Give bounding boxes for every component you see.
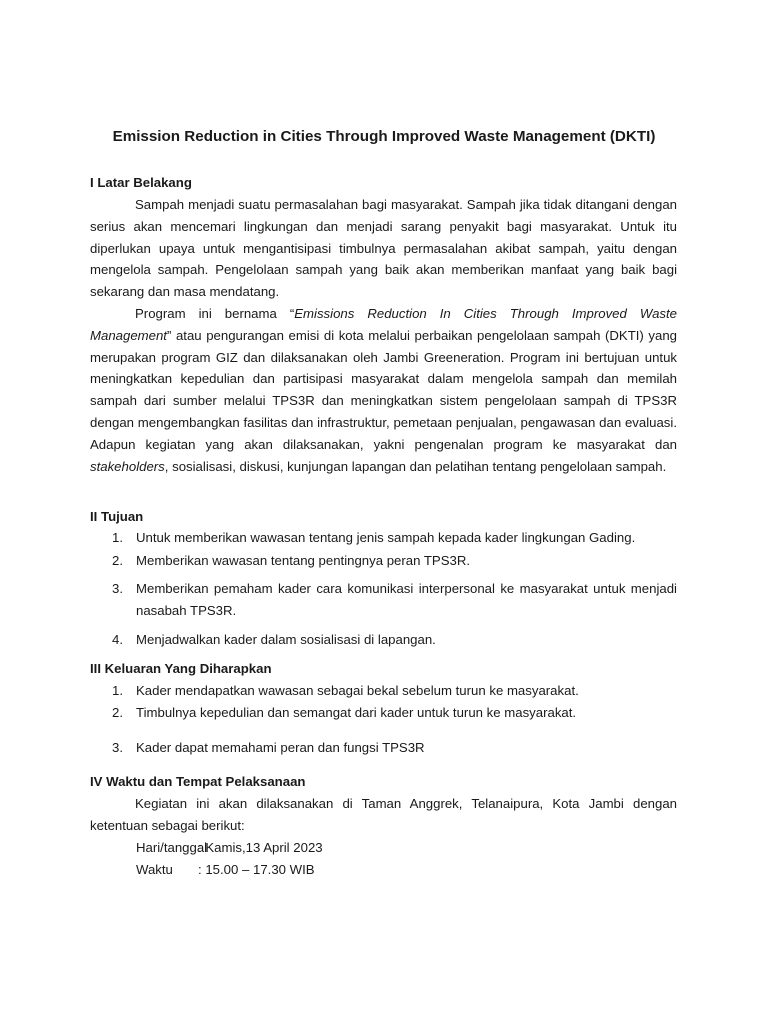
list-number: 2. xyxy=(112,553,123,568)
section-heading-waktu-tempat: IV Waktu dan Tempat Pelaksanaan xyxy=(90,774,306,789)
list-item xyxy=(90,680,677,702)
list-item-text: Menjadwalkan kader dalam sosialisasi di lapangan. xyxy=(136,632,436,647)
schedule-row-date xyxy=(136,837,323,859)
list-item xyxy=(90,629,677,651)
list-number: 1. xyxy=(112,530,123,545)
list-item xyxy=(90,702,677,724)
paragraph-pelaksanaan: Kegiatan ini akan dilaksanakan di Taman Anggrek, Telanaipura, Kota Jambi dengan ketentuan sebagai berikut: xyxy=(90,796,677,833)
list-number: 4. xyxy=(112,632,123,647)
list-item xyxy=(90,737,677,759)
list-item-text: Kader dapat memahami peran dan fungsi TPS3R xyxy=(136,740,425,755)
list-item-text: Memberikan pemaham kader cara komunikasi interpersonal ke masyarakat untuk menjadi nasabah TPS3R. xyxy=(136,581,677,618)
paragraph-program xyxy=(90,303,677,477)
list-number: 2. xyxy=(112,705,123,720)
list-item-text: Kader mendapatkan wawasan sebagai bekal sebelum turun ke masyarakat. xyxy=(136,683,579,698)
list-item xyxy=(90,578,677,622)
section-heading-keluaran: III Keluaran Yang Diharapkan xyxy=(90,661,272,676)
section-heading-latar-belakang: I Latar Belakang xyxy=(90,175,192,190)
list-item xyxy=(90,527,677,549)
list-item-text: Untuk memberikan wawasan tentang jenis sampah kepada kader lingkungan Gading. xyxy=(136,530,636,545)
section-heading-tujuan: II Tujuan xyxy=(90,509,144,524)
schedule-label: Hari/tanggal xyxy=(136,840,208,855)
stakeholders-italic: stakeholders xyxy=(90,458,165,474)
list-item xyxy=(90,550,677,572)
paragraph-latar-belakang: Sampah menjadi suatu permasalahan bagi masyarakat. Sampah jika tidak ditangani dengan serius akan mencemari lingkungan dan menjadi sarang penyakit bagi masyarakat. Untuk itu diperlukan upaya untuk mengantisipasi timbulnya permasalahan akibat sampah, yaitu dengan mengelola sampah. Pengelolaan sampah yang baik akan memberikan manfaat yang baik bagi sekarang dan masa mendatang. xyxy=(90,197,677,300)
list-number: 3. xyxy=(112,581,123,596)
list-number: 1. xyxy=(112,683,123,698)
list-number: 3. xyxy=(112,740,123,755)
document-title: Emission Reduction in Cities Through Improved Waste Management (DKTI) xyxy=(112,128,656,145)
list-item-text: Memberikan wawasan tentang pentingnya peran TPS3R. xyxy=(136,553,471,568)
schedule-value: : 15.00 – 17.30 WIB xyxy=(198,862,315,877)
paragraph-program-text-b: ” atau pengurangan emisi di kota melalui perbaikan pengelolaan sampah (DKTI) yang merupakan program GIZ dan dilaksanakan oleh Jambi Greeneration. Program ini bertujuan untuk meningkatkan kepedulian dan partisipasi masyarakat dalam mengelola sampah dan memilah sampah dari sumber melalui TPS3R dan meningkatkan sistem pengelolaan sampah di TPS3R dengan mengembangkan fasilitas dan infrastruktur, pemetaan penjualan, pengawasan dan evaluasi. Adapun kegiatan yang akan dilaksanakan, yakni pengenalan program ke masyarakat dan xyxy=(90,327,677,452)
program-name-italic: Emissions Reduction In Cities Through Improved Waste Management xyxy=(90,306,677,343)
list-item-text: Timbulnya kepedulian dan semangat dari kader untuk turun ke masyarakat. xyxy=(136,705,577,720)
schedule-value: : Kamis,13 April 2023 xyxy=(198,840,323,855)
paragraph-program-text-a: Program ini bernama “ xyxy=(135,306,295,321)
schedule-row-time xyxy=(136,859,315,881)
paragraph-program-text-c: , sosialisasi, diskusi, kunjungan lapangan dan pelatihan tentang pengelolaan sampah. xyxy=(164,458,667,474)
schedule-label: Waktu xyxy=(136,862,173,877)
